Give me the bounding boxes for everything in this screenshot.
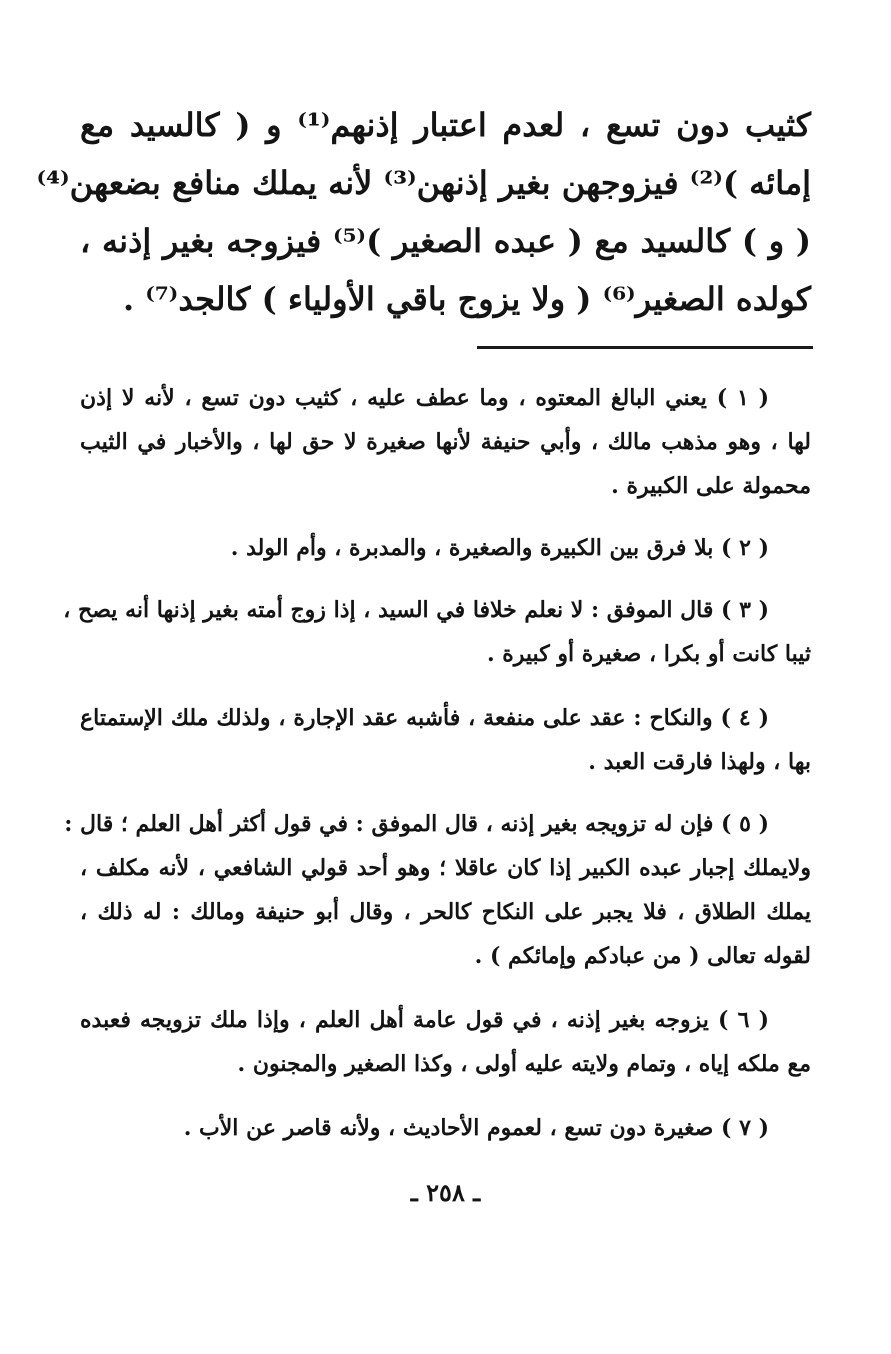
footnote-line: ( ٦ ) يزوجه بغير إذنه ، في قول عامة أهل العلم ، وإذا ملك تزويجه فعبده	[80, 1007, 769, 1033]
footnote-line: يملك الطلاق ، فلا يجبر على النكاح كالحر ، وقال أبو حنيفة ومالك : له ذلك ،	[80, 899, 811, 925]
main-text-line: ( و ) كالسيد مع ( عبده الصغير )⁽⁵⁾ فيزوجه بغير إذنه ،	[80, 222, 812, 260]
footnote-separator	[477, 346, 813, 349]
footnote-line: ( ٢ ) بلا فرق بين الكبيرة والصغيرة ، والمدبرة ، وأم الولد .	[230, 535, 769, 561]
footnote-4	[80, 696, 811, 784]
footnote-line: ثيبا كانت أو بكرا ، صغيرة أو كبيرة .	[486, 641, 811, 667]
footnote-1	[80, 376, 811, 508]
footnote-7	[80, 1106, 811, 1150]
footnote-line: بها ، ولهذا فارقت العبد .	[588, 749, 811, 775]
footnote-line: ( ٧ ) صغيرة دون تسع ، لعموم الأحاديث ، ولأنه قاصر عن الأب .	[183, 1115, 769, 1141]
footnote-line: محمولة على الكبيرة .	[611, 473, 811, 499]
footnote-line: ( ٣ ) قال الموفق : لا نعلم خلافا في السيد ، إذا زوج أمته بغير إذنها أنه يصح ،	[63, 597, 769, 623]
footnote-line: لها ، وهو مذهب مالك ، وأبي حنيفة لأنها صغيرة لا حق لها ، والأخبار في الثيب	[80, 429, 811, 455]
footnote-line: ( ٤ ) والنكاح : عقد على منفعة ، فأشبه عقد الإجارة ، ولذلك ملك الإستمتاع	[80, 705, 769, 731]
footnote-line: مع ملكه إياه ، وتمام ولايته عليه أولى ، وكذا الصغير والمجنون .	[237, 1051, 811, 1077]
main-text-line: إمائه )⁽²⁾ فيزوجهن بغير إذنهن⁽³⁾ لأنه يملك منافع بضعهن⁽⁴⁾	[36, 164, 811, 202]
footnote-line: ولايملك إجبار عبده الكبير إذا كان عاقلا ؛ وهو أحد قولي الشافعي ، لأنه مكلف ،	[80, 855, 811, 881]
main-text-line: كثيب دون تسع ، لعدم اعتبار إذنهم⁽¹⁾ و ( كالسيد مع	[80, 106, 812, 144]
footnote-6	[80, 998, 811, 1086]
main-text-line: كولده الصغير⁽⁶⁾ ( ولا يزوج باقي الأولياء ) كالجد⁽⁷⁾ .	[122, 280, 811, 318]
footnote-line: لقوله تعالى ( من عبادكم وإمائكم ) .	[474, 943, 811, 969]
footnote-3	[63, 588, 811, 676]
page-number: ـ ٢٥٨ ـ	[410, 1178, 481, 1207]
main-text	[36, 96, 812, 328]
footnote-2	[80, 526, 811, 570]
footnote-line: ( ٥ ) فإن له تزويجه بغير إذنه ، قال الموفق : في قول أكثر أهل العلم ؛ قال :	[64, 811, 769, 837]
footnote-line: ( ١ ) يعني البالغ المعتوه ، وما عطف عليه ، كثيب دون تسع ، لأنه لا إذن	[80, 385, 769, 411]
footnote-5	[64, 802, 811, 978]
